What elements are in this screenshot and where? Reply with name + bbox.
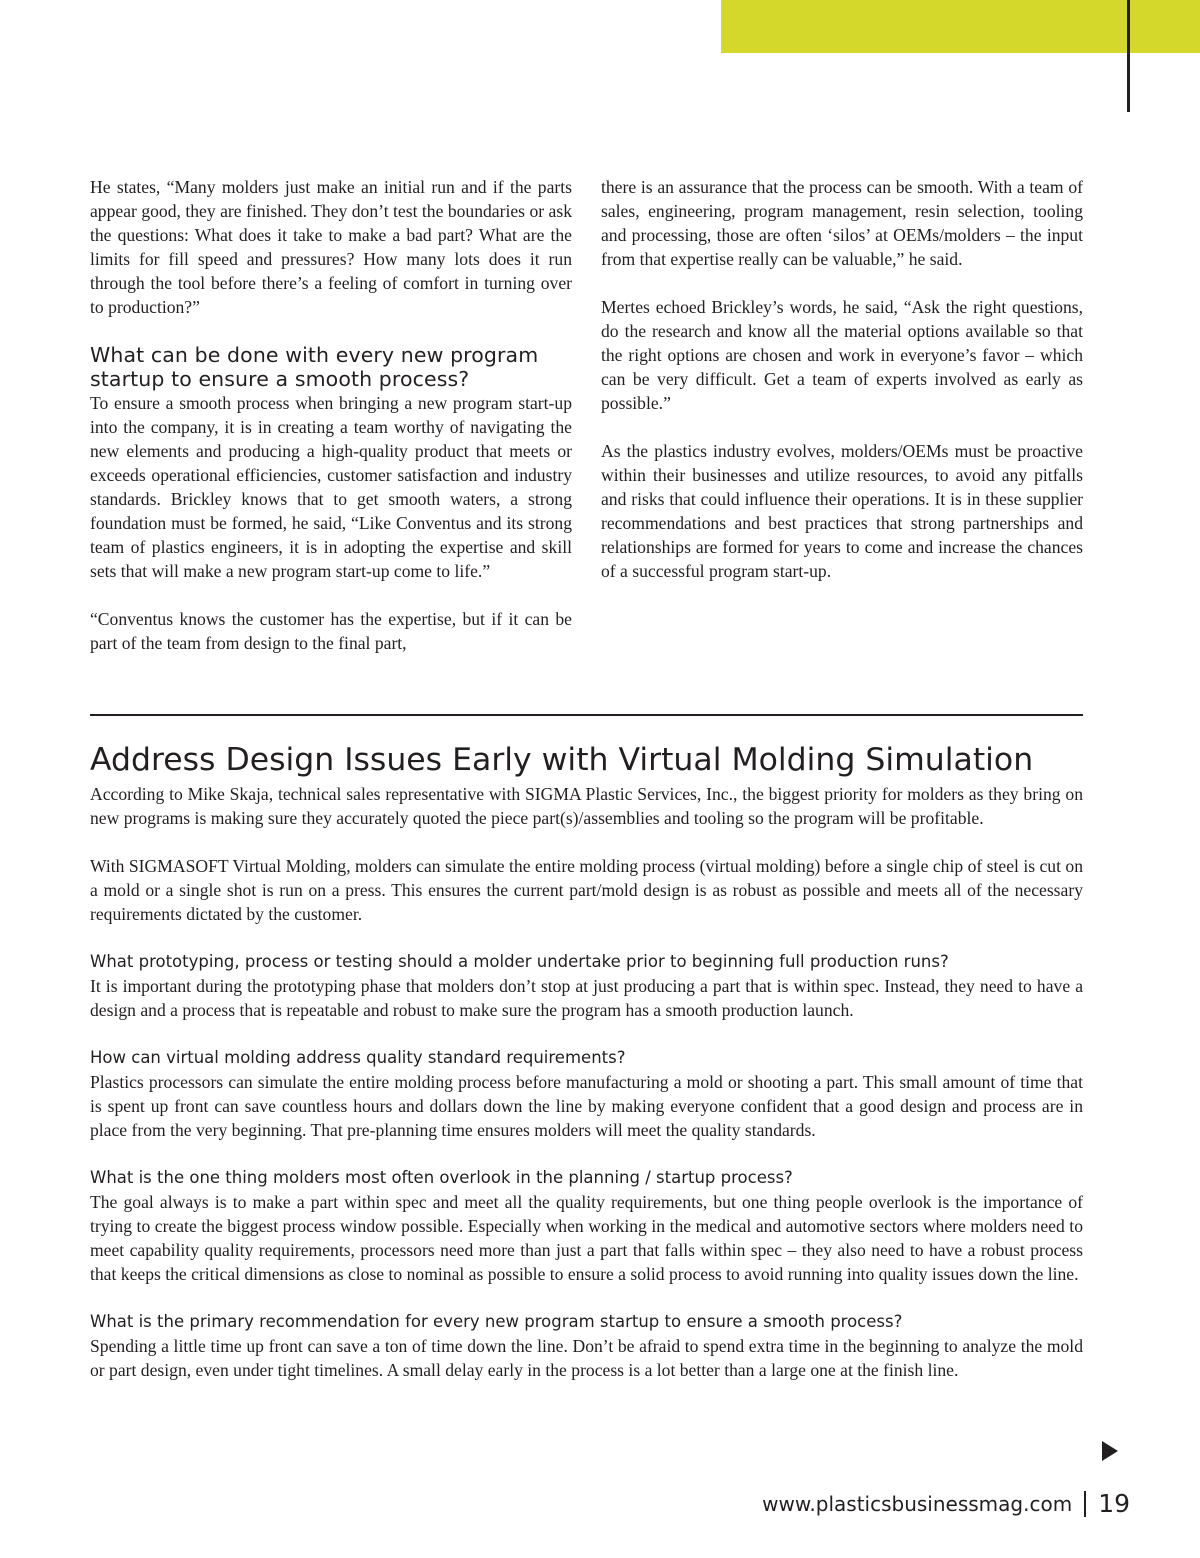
- qa-answer: The goal always is to make a part within spec and meet all the quality requirements, but one thing people overlook is the importance of trying to create the biggest process window possible. Especially when working in the medical and automotive sectors where molders need to meet capability quality requirements, processors need more than just a part that falls within spec – they also need to have a robust process that keeps the critical dimensions as close to nominal as possible to ensure a solid process to avoid running into quality issues down the line.: [90, 1192, 1083, 1284]
- spacer: [90, 926, 1083, 950]
- qa-answer: Plastics processors can simulate the entire molding process before manufacturing a mold or shooting a part. This small amount of time that is spent up front can save countless hours and dollars down the line by making everyone confident that a good design and process are in place from the very beginning. That pre-planning time ensures molders will meet the quality standards.: [90, 1072, 1083, 1140]
- column-heading: What can be done with every new program startup to ensure a smooth process?: [90, 343, 539, 391]
- spacer: [90, 1286, 1083, 1310]
- footer-url: www.plasticsbusinessmag.com: [762, 1491, 1073, 1516]
- qa-answer: It is important during the prototyping phase that molders don’t stop at just producing a part that is within spec. Instead, they need to have a design and a process that is repeatable and robust to make sure the program has a smooth production launch.: [90, 976, 1083, 1020]
- section-title: Address Design Issues Early with Virtual Molding Simulation: [90, 742, 1034, 778]
- footer-separator: [1084, 1491, 1086, 1517]
- right-paragraph-3: As the plastics industry evolves, molders/OEMs must be proactive within their businesses and utilize resources, to avoid any pitfalls and risks that could influence their operations. It is in these supplier recommendations and best practices that strong partnerships and relationships are formed for years to come and increase the chances of a successful program start-up.: [601, 441, 1083, 581]
- header-accent-rule: [1127, 0, 1130, 112]
- left-paragraph-3: “Conventus knows the customer has the expertise, but if it can be part of the team from design to the final part,: [90, 609, 572, 653]
- right-column: [601, 175, 1083, 583]
- page-number: 19: [1098, 1489, 1130, 1518]
- virtual-molding-section: [90, 738, 1083, 1382]
- section-intro-1: According to Mike Skaja, technical sales representative with SIGMA Plastic Services, Inc., the biggest priority for molders as they bring on new programs is making sure they accurately quoted the piece part(s)/assemblies and tooling so the program will be profitable.: [90, 784, 1083, 828]
- section-intro-2: With SIGMASOFT Virtual Molding, molders can simulate the entire molding process (virtual molding) before a single chip of steel is cut on a mold or a single shot is run on a press. This ensures the current part/mold design is as robust as possible and meets all of the necessary requirements dictated by the customer.: [90, 856, 1083, 924]
- spacer: [601, 415, 1083, 439]
- spacer: [90, 319, 572, 343]
- qa-question: What is the one thing molders most often overlook in the planning / startup process?: [90, 1168, 793, 1187]
- qa-question: What is the primary recommendation for every new program startup to ensure a smooth process?: [90, 1312, 903, 1331]
- left-paragraph-2: To ensure a smooth process when bringing a new program start-up into the company, it is in creating a team worthy of navigating the new elements and producing a high-quality product that meets or exceeds operational efficiencies, customer satisfaction and industry standards. Brickley knows that to get smooth waters, a strong foundation must be formed, he said, “Like Conventus and its strong team of plastics engineers, it is in adopting the expertise and skill sets that will make a new program start-up come to life.”: [90, 393, 572, 581]
- spacer: [90, 830, 1083, 854]
- qa-question: How can virtual molding address quality standard requirements?: [90, 1048, 626, 1067]
- right-paragraph-1: there is an assurance that the process can be smooth. With a team of sales, engineering, program management, resin selection, tooling and processing, those are often ‘silos’ at OEMs/molders – the input from that expertise really can be valuable,” he said.: [601, 177, 1083, 269]
- spacer: [601, 271, 1083, 295]
- spacer: [90, 1142, 1083, 1166]
- page-footer: [762, 1489, 1130, 1518]
- qa-answer: Spending a little time up front can save a ton of time down the line. Don’t be afraid to spend extra time in the beginning to analyze the mold or part design, even under tight timelines. A small delay early in the process is a lot better than a large one at the finish line.: [90, 1336, 1083, 1380]
- right-paragraph-2: Mertes echoed Brickley’s words, he said, “Ask the right questions, do the research and know all the material options available so that the right options are chosen and work in everyone’s favor – which can be very difficult. Get a team of experts involved as early as possible.”: [601, 297, 1083, 413]
- triangle-right-icon: [1102, 1441, 1118, 1461]
- spacer: [90, 583, 572, 607]
- left-paragraph-1: He states, “Many molders just make an initial run and if the parts appear good, they are finished. They don’t test the boundaries or ask the questions: What does it take to make a bad part? What are the limits for fill speed and pressures? How many lots does it run through the tool before there’s a feeling of comfort in turning over to production?”: [90, 177, 572, 317]
- spacer: [90, 1022, 1083, 1046]
- section-divider: [90, 714, 1083, 716]
- qa-question: What prototyping, process or testing should a molder undertake prior to beginning full production runs?: [90, 952, 949, 971]
- left-column: [90, 175, 572, 655]
